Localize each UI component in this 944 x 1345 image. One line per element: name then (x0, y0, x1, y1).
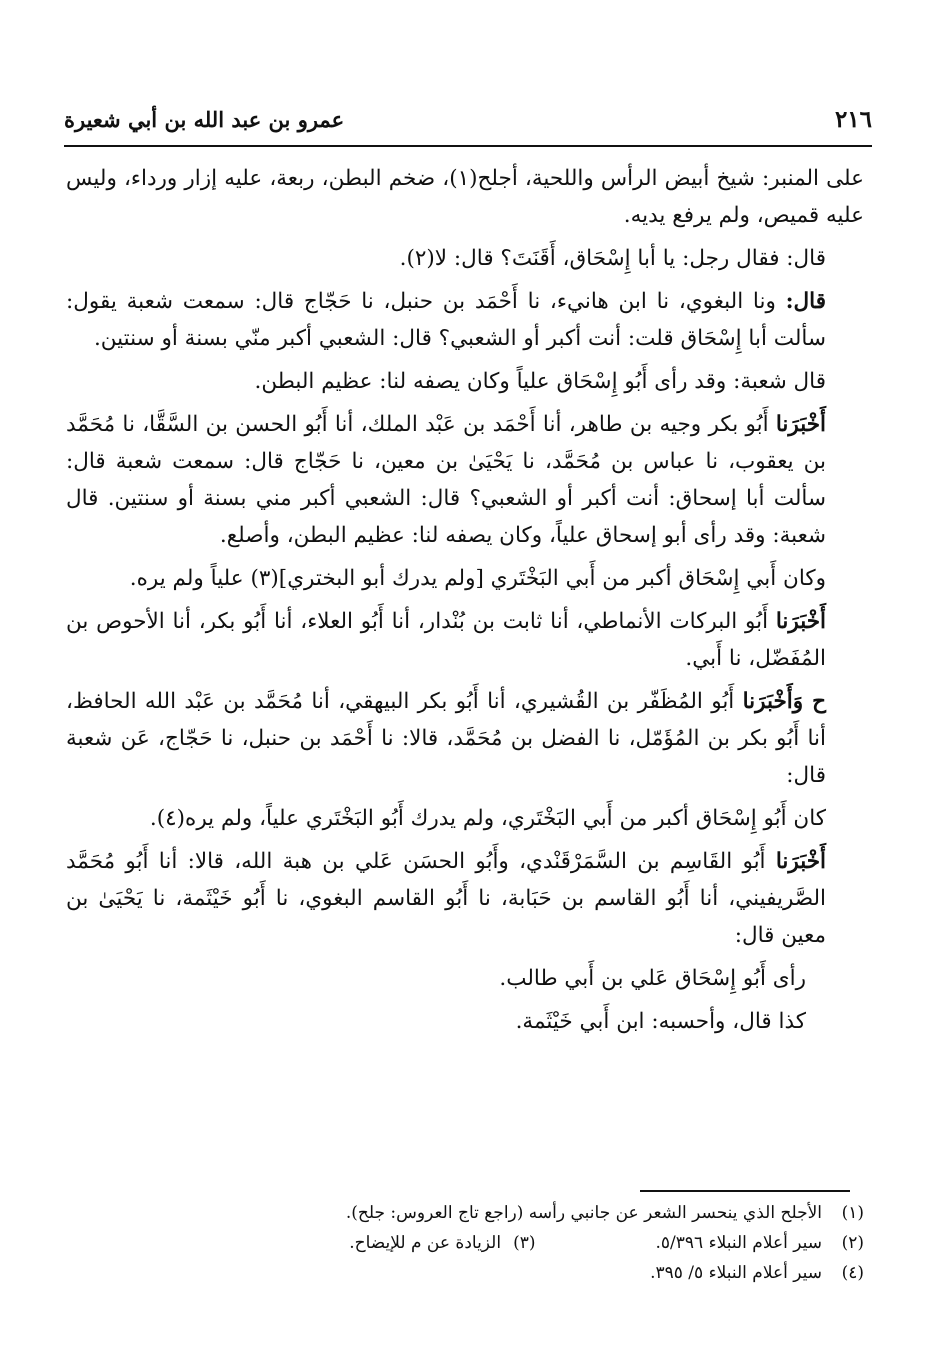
page-number: ٢١٦ (834, 105, 872, 133)
footnote-number: (٤) (841, 1263, 864, 1283)
page-header (64, 102, 872, 136)
paragraph (66, 683, 864, 794)
isnad-keyword: ح وَأَخْبَرَنا (742, 689, 826, 714)
footnote (200, 1228, 864, 1258)
footnote-text: الزيادة عن م للإيضاح. (349, 1233, 502, 1253)
paragraph-text: قال: فقال رجل: يا أبا إِسْحَاق، أَقَنَتَ؟ قال: لا(٢). (399, 246, 826, 271)
paragraph (66, 363, 864, 400)
paragraph-text: ونا البغوي، نا ابن هانيء، نا أَحْمَد بن حنبل، نا حَجّاج قال: سمعت شعبة يقول: سألت أبا إِسْحَاق قلت: أنت أكبر أو الشعبي؟ قال: الشعبي أكبر منّي بسنة أو سنتين. (66, 289, 826, 351)
paragraph-text: قال شعبة: وقد رأى أَبُو إِسْحَاق علياً وكان يصفه لنا: عظيم البطن. (254, 369, 826, 394)
footnote-text: سير أعلام النبلاء ٥/٣٩٦. (655, 1233, 822, 1253)
footnote-text: سير أعلام النبلاء ٥/ ٣٩٥. (650, 1263, 822, 1283)
paragraph (66, 160, 864, 234)
paragraph (66, 1003, 864, 1040)
main-text (66, 160, 864, 1046)
footnote-text: الأجلح الذي ينحسر الشعر عن جانبي رأسه (راجع تاج العروس: جلح). (345, 1203, 822, 1223)
isnad-keyword: أَخْبَرَنا (775, 849, 826, 874)
paragraph-text: كذا قال، وأحسبه: ابن أَبي خَيْثَمة. (515, 1009, 806, 1034)
footnote-number: (١) (841, 1203, 864, 1223)
paragraph-text: أَبُو القَاسِم بن السَّمَرْقَنْدي، وأَبُو الحسَن عَلي بن هبة الله، قالا: أنا أَبُو مُحَمَّد الصَّريفيني، أنا أَبُو القاسم بن حَبَابة، نا أَبُو القاسم البغوي، نا أَبُو خَيْثَمة، نا يَحْيَىٰ بن معين قال: (66, 849, 826, 948)
paragraph (66, 406, 864, 554)
paragraph (66, 283, 864, 357)
paragraph (66, 843, 864, 954)
paragraph (66, 800, 864, 837)
footnote-spacer (536, 1228, 656, 1258)
paragraph-text: كان أَبُو إِسْحَاق أكبر من أَبي البَخْتَري، ولم يدرك أَبُو البَخْتَري علياً، ولم يره(٤). (149, 806, 826, 831)
paragraph (66, 960, 864, 997)
paragraph-text: رأى أَبُو إِسْحَاق عَلي بن أَبي طالب. (499, 966, 806, 991)
footnotes (200, 1198, 864, 1288)
footnote (200, 1258, 864, 1288)
paragraph-text: أَبُو بكر وجيه بن طاهر، أنا أَحْمَد بن عَبْد الملك، أنا أَبُو الحسن بن السَّقَّا، نا مُحَمَّد بن يعقوب، نا عباس بن مُحَمَّد، نا يَحْيَىٰ بن معين، نا حَجّاج قال: سمعت شعبة قال: سألت أبا إسحاق: أنت أكبر أو الشعبي؟ قال: الشعبي أكبر مني بسنة أو سنتين. قال شعبة: وقد رأى أبو إسحاق علياً، وكان يصفه لنا: عظيم البطن، وأصلع. (66, 412, 826, 548)
footnote-number: (٢) (841, 1233, 864, 1253)
isnad-keyword: أَخْبَرَنا (775, 412, 826, 437)
paragraph (66, 240, 864, 277)
isnad-keyword: أَخْبَرَنا (775, 609, 826, 634)
paragraph-text: وكان أَبي إِسْحَاق أكبر من أَبي البَخْتَري [ولم يدرك أبو البختري](٣) علياً ولم يره. (129, 566, 826, 591)
paragraph (66, 603, 864, 677)
header-rule (64, 145, 872, 147)
footnote-number: (٣) (513, 1233, 536, 1253)
paragraph-text: على المنبر: شيخ أبيض الرأس واللحية، أجلح(١)، ضخم البطن، ربعة، عليه إزار ورداء، وليس عليه قميص، ولم يرفع يديه. (66, 166, 865, 228)
footnote-rule (640, 1190, 850, 1192)
paragraph (66, 560, 864, 597)
paragraph-text: أَبُو البركات الأنماطي، أنا ثابت بن بُنْدار، أنا أَبُو العلاء، أنا أَبُو بكر، أنا الأحوص بن المُفَضّل، نا أَبي. (66, 609, 826, 671)
footnote (200, 1198, 864, 1228)
running-title: عمرو بن عبد الله بن أبي شعيرة (64, 106, 345, 132)
paragraph-text: أَبُو المُظَفّر بن القُشيري، أنا أَبُو بكر البيهقي، أنا مُحَمَّد بن عَبْد الله الحافظ، أنا أَبُو بكر بن المُؤَمّل، نا الفضل بن مُحَمَّد، قالا: نا أَحْمَد بن حنبل، نا حَجّاج، عَن شعبة قال: (66, 689, 826, 788)
isnad-keyword: قال: (785, 289, 826, 314)
